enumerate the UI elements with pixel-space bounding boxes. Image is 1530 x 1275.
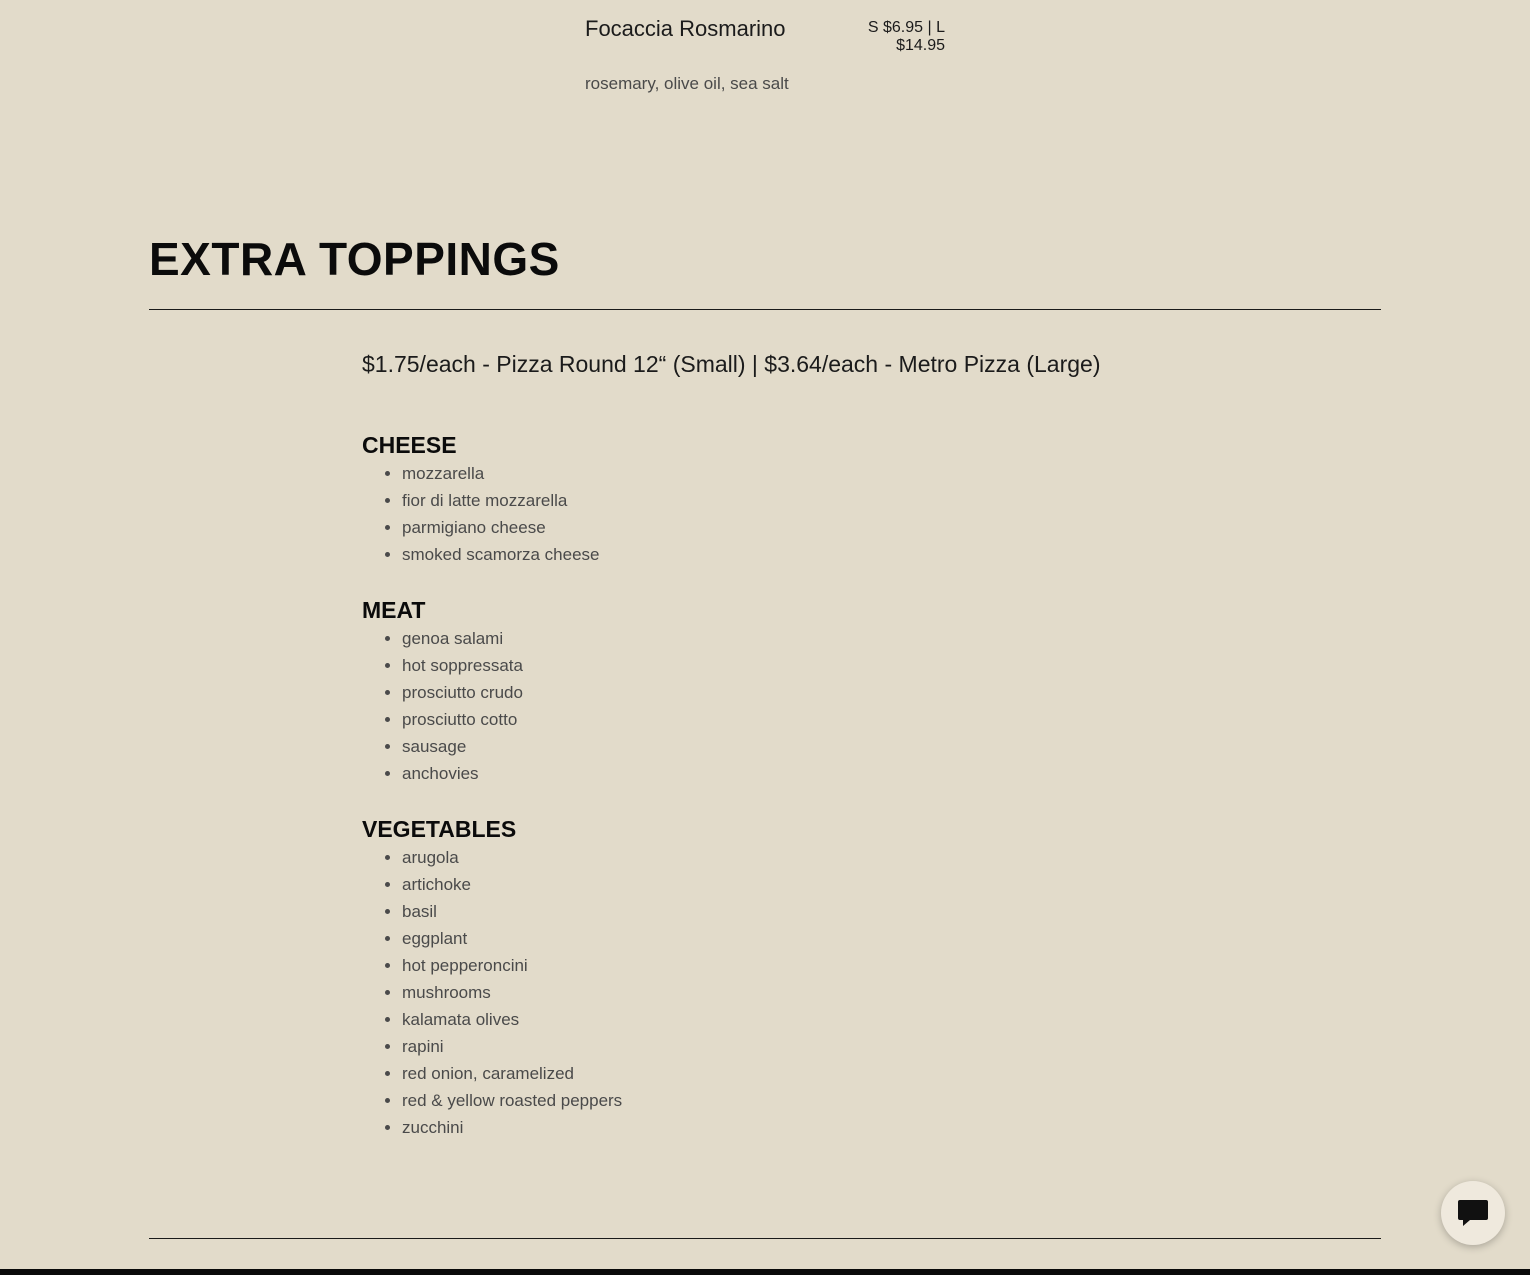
topping-item: • mushrooms (402, 979, 622, 1006)
topping-item: • kalamata olives (402, 1006, 622, 1033)
topping-group-meat (362, 595, 523, 787)
topping-group-vegetables (362, 814, 622, 1141)
menu-item-description: rosemary, olive oil, sea salt (585, 74, 789, 93)
menu-item-price: S $6.95 | L $14.95 (867, 19, 945, 54)
footer-bar (0, 1269, 1530, 1275)
topping-item: • artichoke (402, 871, 622, 898)
topping-group-title: MEAT (362, 597, 426, 623)
topping-group-title: CHEESE (362, 432, 457, 458)
menu-item-name: Focaccia Rosmarino (585, 16, 786, 41)
topping-item: • smoked scamorza cheese (402, 541, 599, 568)
topping-item: • red onion, caramelized (402, 1060, 622, 1087)
topping-item: • red & yellow roasted peppers (402, 1087, 622, 1114)
topping-item: • basil (402, 898, 622, 925)
section-divider-top (149, 309, 1381, 310)
topping-group-title: VEGETABLES (362, 816, 517, 842)
topping-item: • sausage (402, 733, 523, 760)
topping-item: • prosciutto cotto (402, 706, 523, 733)
section-divider-bottom (149, 1238, 1381, 1239)
topping-list (362, 460, 599, 568)
section-title: EXTRA TOPPINGS (149, 233, 560, 285)
topping-item: • fior di latte mozzarella (402, 487, 599, 514)
chat-button[interactable] (1441, 1181, 1505, 1245)
topping-group-cheese (362, 430, 599, 568)
topping-item: • zucchini (402, 1114, 622, 1141)
topping-list (362, 625, 523, 787)
topping-item: • hot pepperoncini (402, 952, 622, 979)
topping-item: • prosciutto crudo (402, 679, 523, 706)
chat-bubble-icon (1456, 1198, 1490, 1228)
topping-item: • hot soppressata (402, 652, 523, 679)
topping-item: • arugola (402, 844, 622, 871)
topping-item: • rapini (402, 1033, 622, 1060)
topping-item: • eggplant (402, 925, 622, 952)
toppings-price-line: $1.75/each - Pizza Round 12“ (Small) | $3.64/each - Metro Pizza (Large) (362, 351, 1101, 377)
topping-list (362, 844, 622, 1141)
topping-item: • genoa salami (402, 625, 523, 652)
topping-item: • anchovies (402, 760, 523, 787)
topping-item: • parmigiano cheese (402, 514, 599, 541)
topping-item: • mozzarella (402, 460, 599, 487)
